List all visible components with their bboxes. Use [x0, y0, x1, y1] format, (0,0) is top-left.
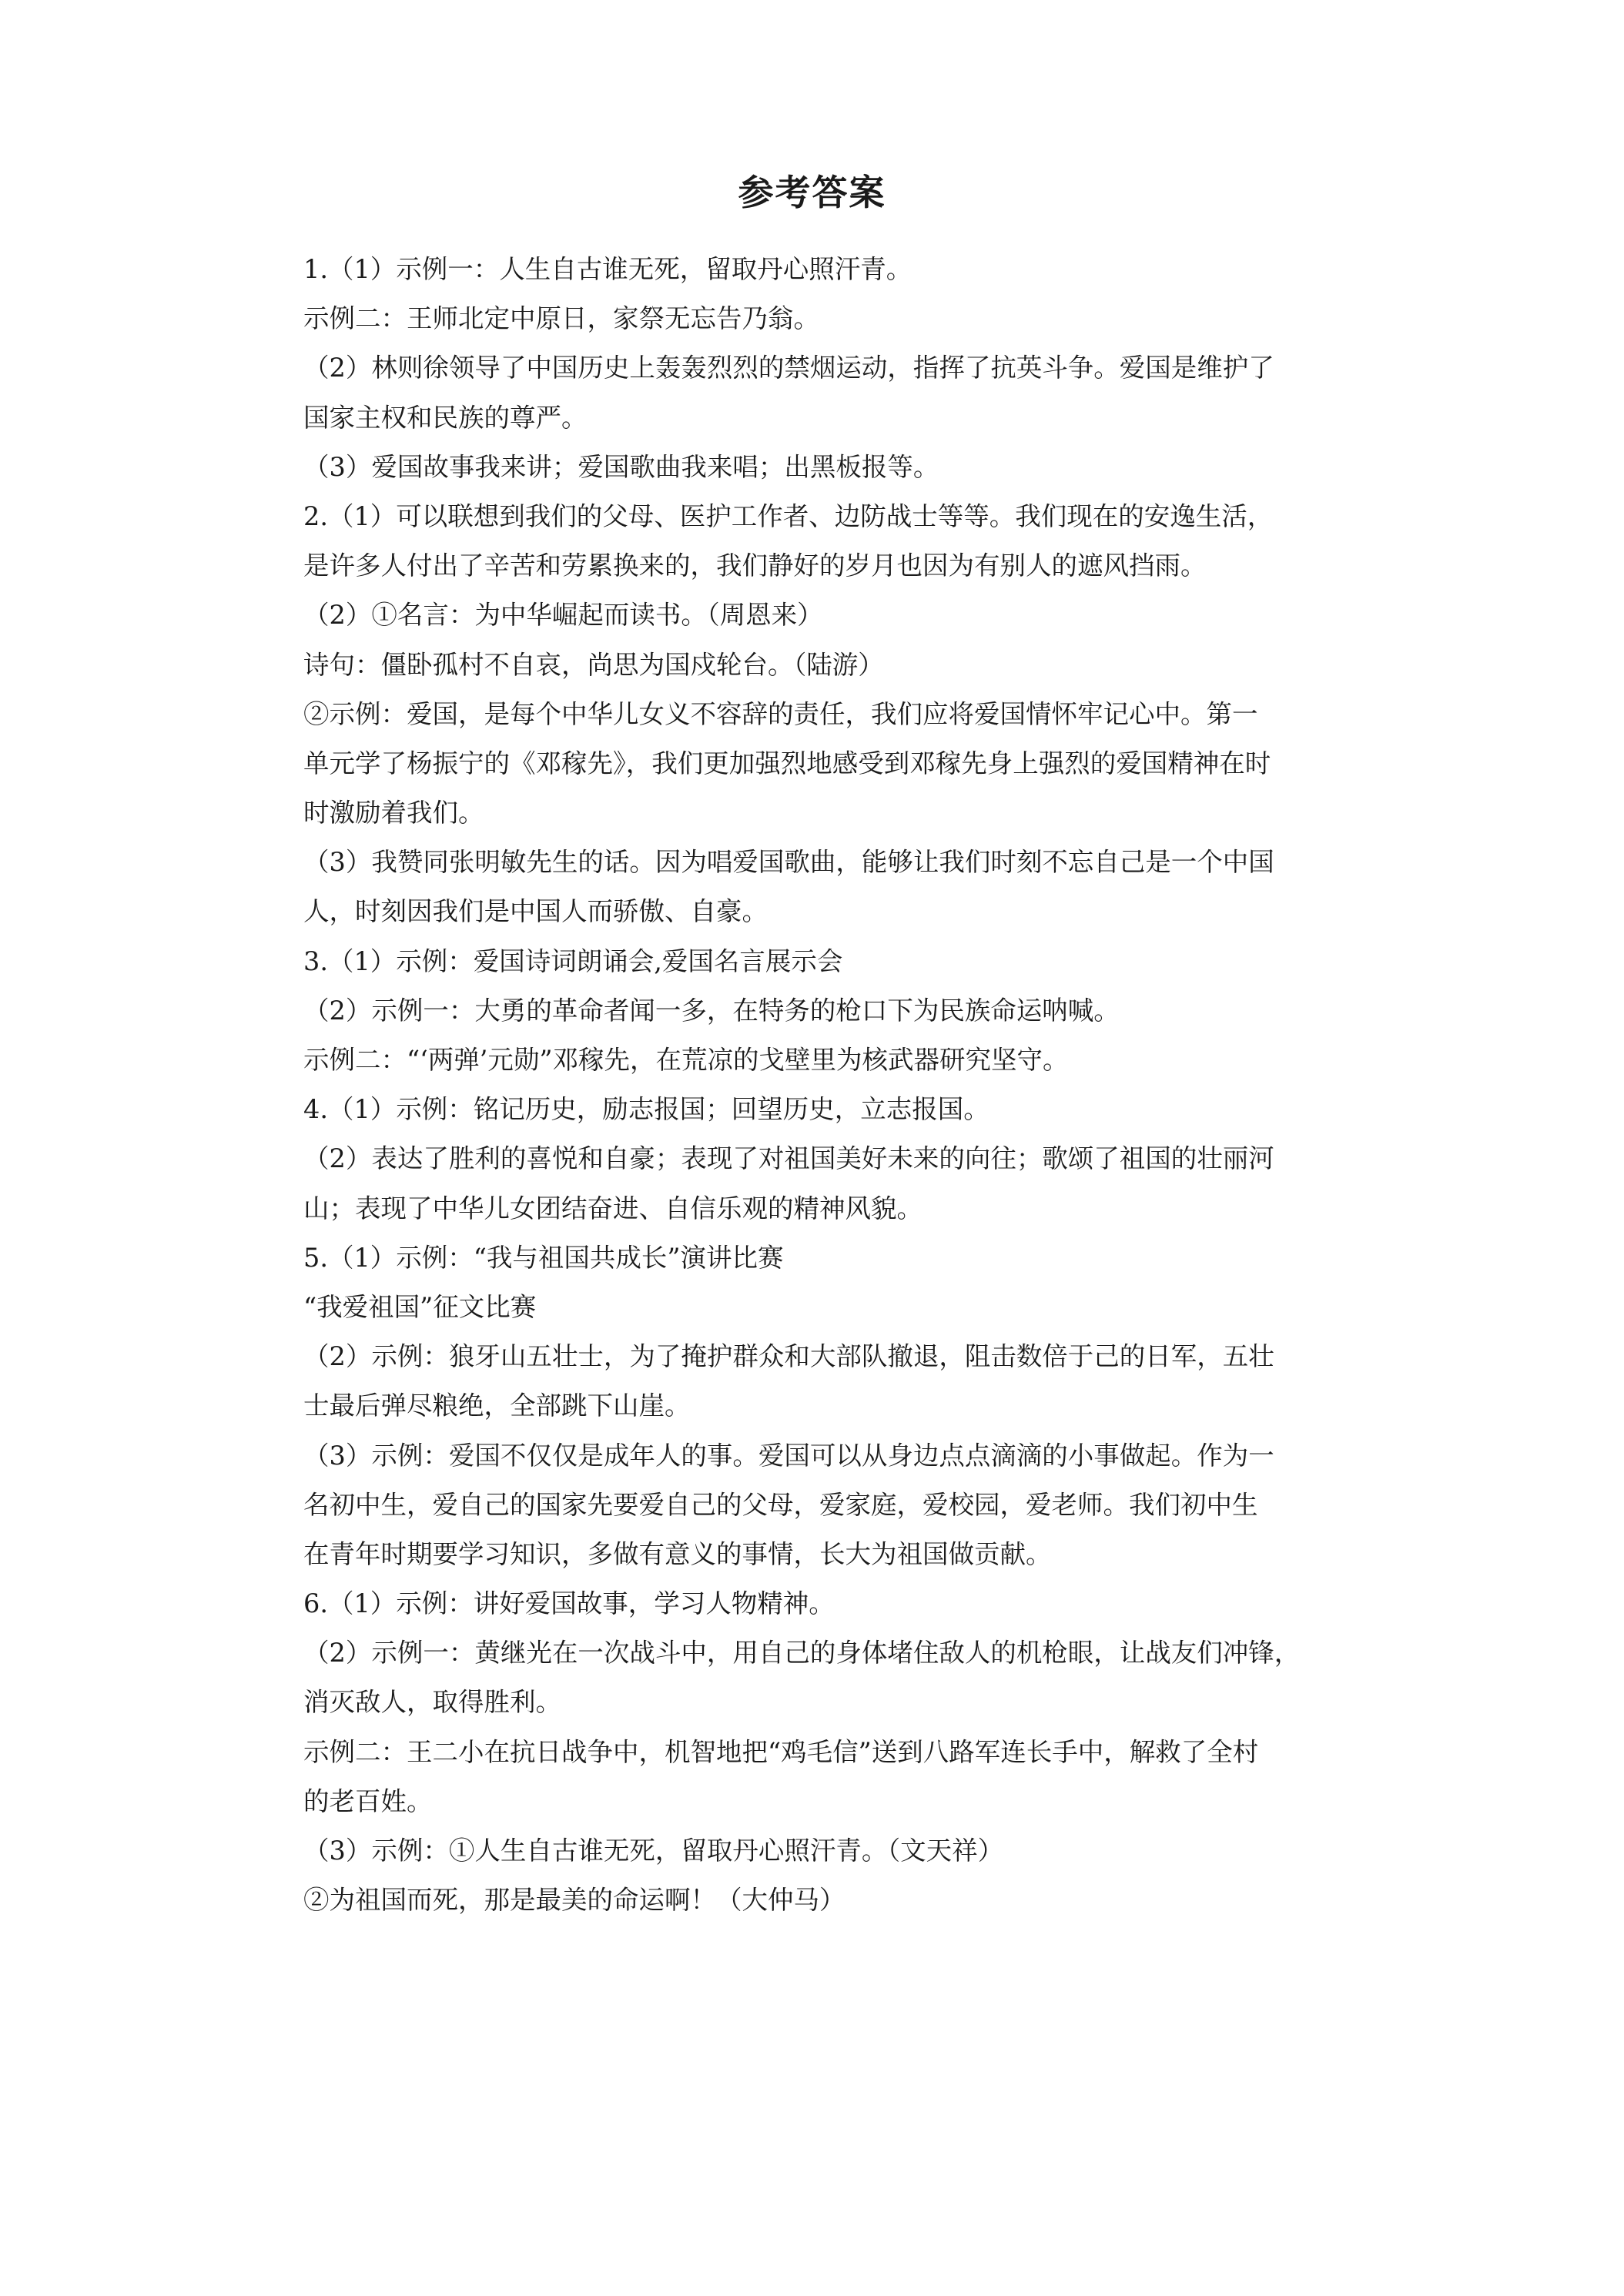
answer-line: 6.（1）示例：讲好爱国故事，学习人物精神。 — [303, 1588, 835, 1619]
answer-line: 时激励着我们。 — [303, 798, 484, 828]
answer-line: （2）表达了胜利的喜悦和自豪；表现了对祖国美好未来的向往；歌颂了祖国的壮丽河 — [303, 1143, 1274, 1174]
answer-line: （3）示例：爱国不仅仅是成年人的事。爱国可以从身边点点滴滴的小事做起。作为一 — [303, 1440, 1274, 1471]
answer-line: 在青年时期要学习知识，多做有意义的事情，长大为祖国做贡献。 — [303, 1538, 1052, 1569]
answer-line: “我爱祖国”征文比赛 — [303, 1291, 537, 1322]
answer-line: （2）①名言：为中华崛起而读书。（周恩来） — [303, 600, 823, 631]
answer-line: （2）示例：狼牙山五壮士，为了掩护群众和大部队撤退，阻击数倍于己的日军，五壮 — [303, 1341, 1274, 1372]
answer-line: 的老百姓。 — [303, 1786, 433, 1816]
answer-line: （2）示例一：黄继光在一次战斗中，用自己的身体堵住敌人的机枪眼，让战友们冲锋， — [303, 1638, 1301, 1668]
answer-line: 山；表现了中华儿女团结奋进、自信乐观的精神风貌。 — [303, 1193, 922, 1223]
answer-line: 名初中生，爱自己的国家先要爱自己的父母，爱家庭，爱校园，爱老师。我们初中生 — [303, 1489, 1258, 1520]
answer-line: 单元学了杨振宁的《邓稼先》，我们更加强烈地感受到邓稼先身上强烈的爱国精神在时 — [303, 748, 1271, 778]
page-title: 参考答案 — [738, 172, 886, 213]
answer-line: 人，时刻因我们是中国人而骄傲、自豪。 — [303, 896, 768, 927]
answer-line: 5.（1）示例：“我与祖国共成长”演讲比赛 — [303, 1242, 784, 1273]
answer-line: （3）示例：①人生自古谁无死，留取丹心照汗青。（文天祥） — [303, 1836, 1004, 1866]
answer-line: （3）爱国故事我来讲；爱国歌曲我来唱；出黑板报等。 — [303, 451, 939, 482]
answer-line: 4.（1）示例：铭记历史，励志报国；回望历史，立志报国。 — [303, 1094, 989, 1125]
answer-line: 示例二：王二小在抗日战争中，机智地把“鸡毛信”送到八路军连长手中，解救了全村 — [303, 1736, 1259, 1767]
answer-line: 3.（1）示例：爱国诗词朗诵会,爱国名言展示会 — [303, 946, 843, 976]
answer-body — [303, 245, 1381, 1925]
answer-line: 2.（1）可以联想到我们的父母、医护工作者、边防战士等等。我们现在的安逸生活， — [303, 500, 1274, 531]
answer-line: 示例二：王师北定中原日，家祭无忘告乃翁。 — [303, 303, 819, 334]
answer-line: 是许多人付出了辛苦和劳累换来的，我们静好的岁月也因为有别人的遮风挡雨。 — [303, 551, 1207, 581]
answer-line: 消灭敌人，取得胜利。 — [303, 1687, 561, 1718]
answer-line: 士最后弹尽粮绝，全部跳下山崖。 — [303, 1391, 691, 1421]
answer-line: 1.（1）示例一：人生自古谁无死，留取丹心照汗青。 — [303, 254, 912, 284]
answer-line: ②为祖国而死，那是最美的命运啊！（大仲马） — [303, 1885, 845, 1916]
answer-line: （2）示例一：大勇的革命者闻一多，在特务的枪口下为民族命运呐喊。 — [303, 995, 1120, 1026]
answer-line: 示例二：“‘两弹’元勋”邓稼先，在荒凉的戈壁里为核武器研究坚守。 — [303, 1045, 1069, 1075]
answer-line: 国家主权和民族的尊严。 — [303, 402, 588, 433]
answer-line: 诗句：僵卧孤村不自哀，尚思为国戍轮台。（陆游） — [303, 649, 884, 680]
answer-line: （3）我赞同张明敏先生的话。因为唱爱国歌曲，能够让我们时刻不忘自己是一个中国 — [303, 847, 1274, 878]
answer-line: ②示例：爱国，是每个中华儿女义不容辞的责任，我们应将爱国情怀牢记心中。第一 — [303, 698, 1258, 729]
answer-line: （2）林则徐领导了中国历史上轰轰烈烈的禁烟运动，指挥了抗英斗争。爱国是维护了 — [303, 353, 1274, 383]
